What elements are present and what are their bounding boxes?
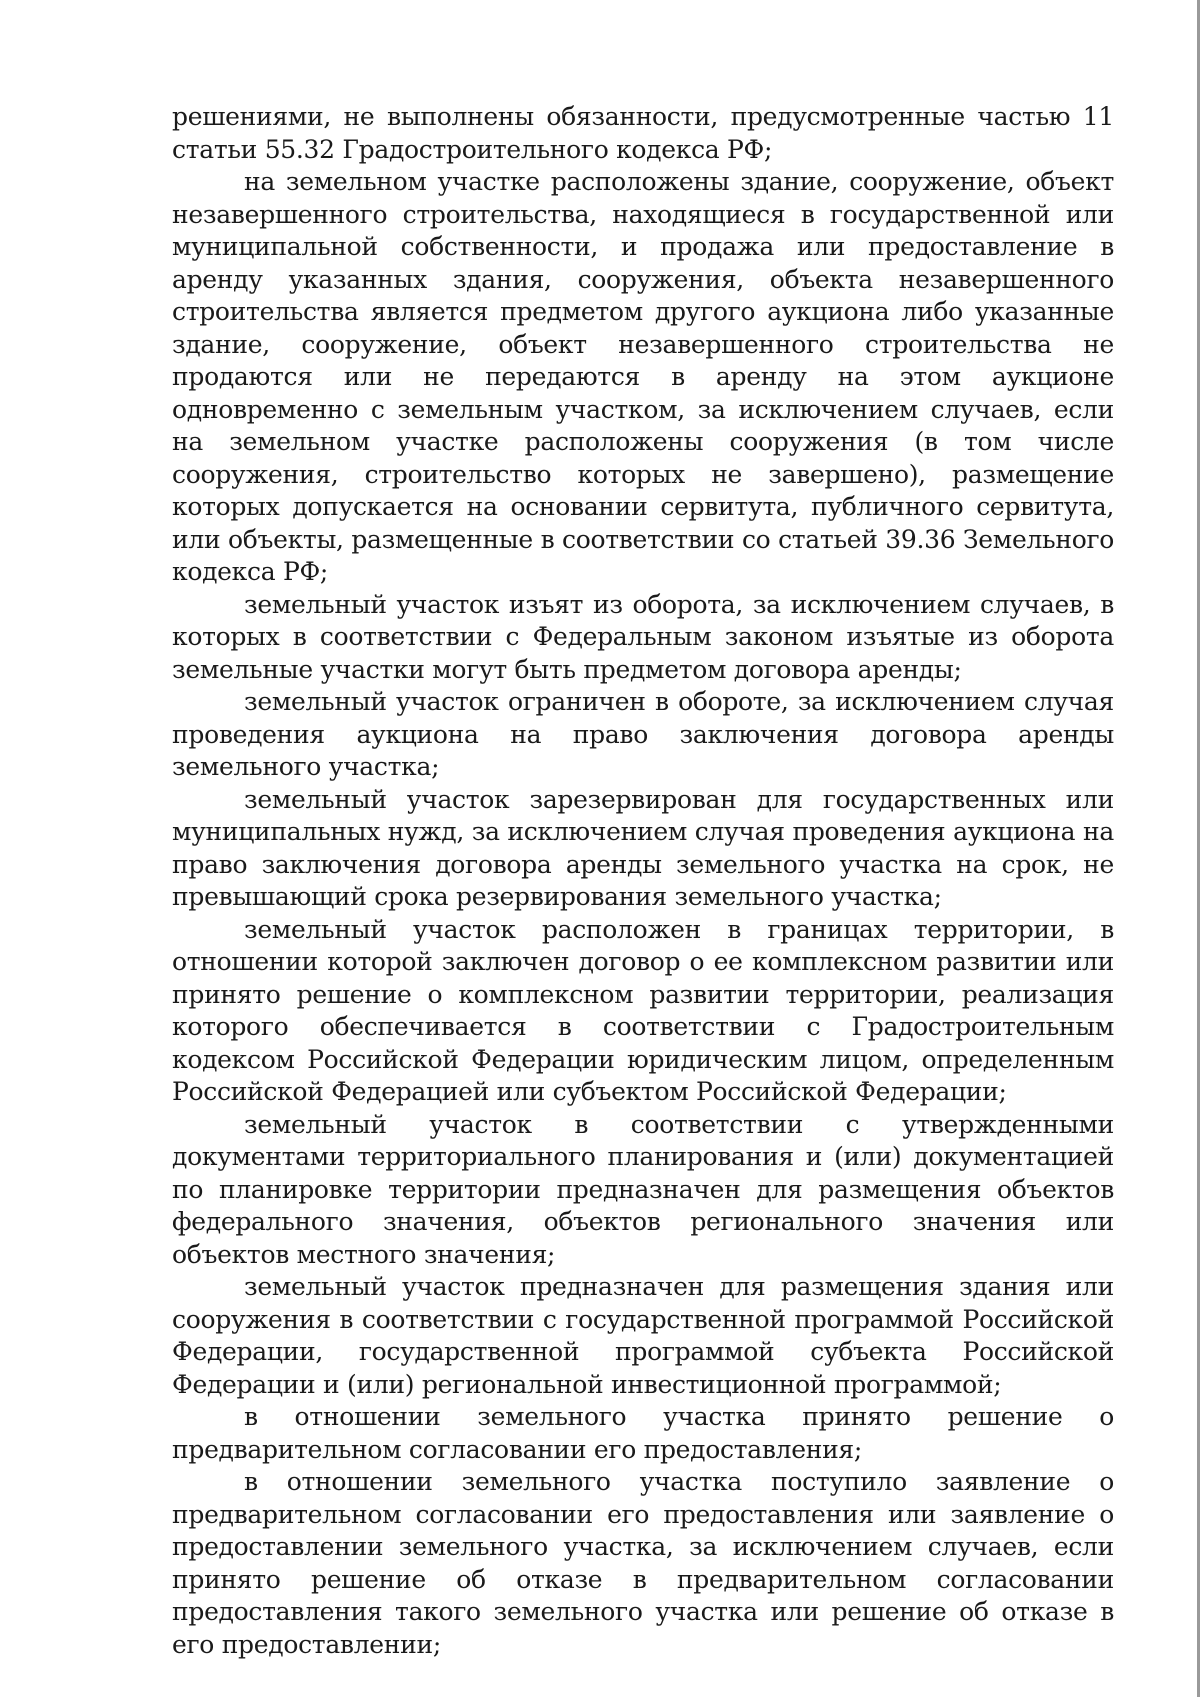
paragraph-5: земельный участок зарезервирован для государственных или муниципальных нужд, за исключением случая проведения аукциона на право заключения договора аренды земельного участка на срок, не превышающий срока резервирования земельного участка; [172, 784, 1114, 911]
paragraph-7: земельный участок в соответствии с утвержденными документами территориального планирования и (или) документацией по планировке территории предназначен для размещения объектов федерального значения, объектов регионального значения или объектов местного значения; [172, 1109, 1114, 1269]
paragraph-3: земельный участок изъят из оборота, за исключением случаев, в которых в соответствии с Федеральным законом изъятые из оборота земельные участки могут быть предметом договора аренды; [172, 589, 1114, 684]
paragraph-9: в отношении земельного участка принято решение о предварительном согласовании его предоставления; [172, 1402, 1114, 1464]
paragraph-6: земельный участок расположен в границах территории, в отношении которой заключен договор о ее комплексном развитии или принято решение о комплексном развитии территории, реализация которого обеспечивается в соответствии с Градостроительным кодексом Российской Федерации юридическим лицом, определенным Российской Федерацией или субъектом Российской Федерации; [172, 914, 1114, 1106]
document-body [172, 101, 1114, 1661]
paragraph-8: земельный участок предназначен для размещения здания или сооружения в соответствии с государственной программой Российской Федерации, государственной программой субъекта Российской Федерации и (или) региональной инвестиционной программой; [172, 1272, 1114, 1399]
paragraph-1: решениями, не выполнены обязанности, предусмотренные частью 11 статьи 55.32 Градостроительного кодекса РФ; [172, 102, 1114, 164]
paragraph-2: на земельном участке расположены здание, сооружение, объект незавершенного строительства, находящиеся в государственной или муниципальной собственности, и продажа или предоставление в аренду указанных здания, сооружения, объекта незавершенного строительства является предметом другого аукциона либо указанные здание, сооружение, объект незавершенного строительства не продаются или не передаются в аренду на этом аукционе одновременно с земельным участком, за исключением случаев, если на земельном участке расположены сооружения (в том числе сооружения, строительство которых не завершено), размещение которых допускается на основании сервитута, публичного сервитута, или объекты, размещенные в соответствии со статьей 39.36 Земельного кодекса РФ; [172, 167, 1114, 586]
paragraph-10: в отношении земельного участка поступило заявление о предварительном согласовании его предоставления или заявление о предоставлении земельного участка, за исключением случаев, если принято решение об отказе в предварительном согласовании предоставления такого земельного участка или решение об отказе в его предоставлении; [172, 1467, 1114, 1659]
paragraph-4: земельный участок ограничен в обороте, за исключением случая проведения аукциона на право заключения договора аренды земельного участка; [172, 687, 1114, 781]
